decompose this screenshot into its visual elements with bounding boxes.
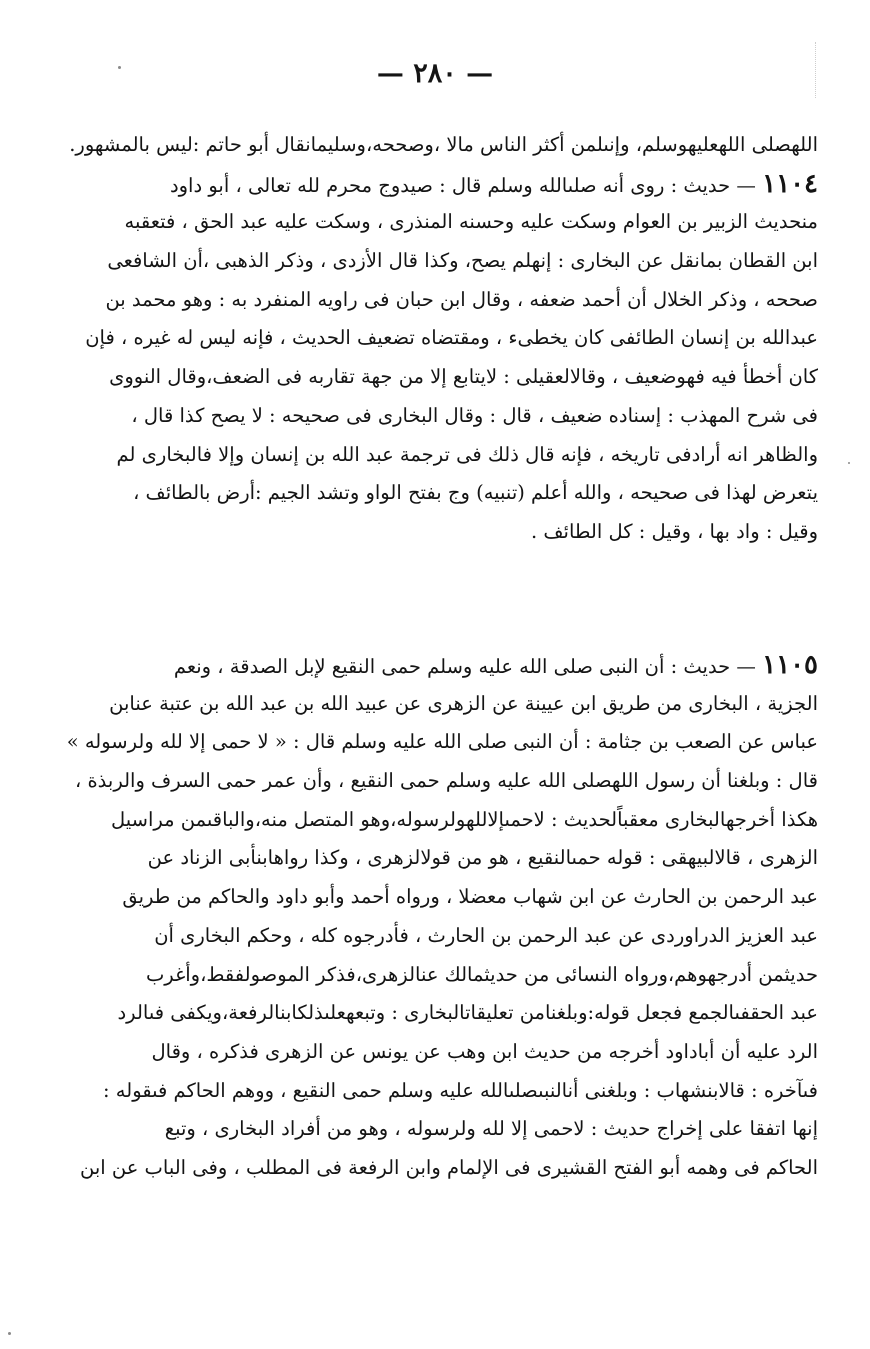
- text-line: منحديث الزبير بن العوام وسكت عليه وحسنه المنذرى ، وسكت عليه عبد الحق ، فتعقبه: [124, 210, 818, 234]
- hadith-entry-1104: [64, 126, 818, 552]
- text-line: عبد الحقفىالجمع فجعل قوله:وبلغنامن تعليقاتالبخارى : وتبعهعلىذلكابنالرفعة،ويكفى فىالرد: [117, 1001, 818, 1025]
- hadith-entry-1105: [64, 646, 818, 1188]
- text-line: الرد عليه أن أباداود أخرجه من حديث ابن وهب عن يونس عن الزهرى فذكره ، وقال: [151, 1039, 818, 1063]
- text-line: [64, 646, 818, 685]
- text-line: إنها اتفقا على إخراج حديث : لاحمى إلا لله ولرسوله ، وهو من أفراد البخارى ، وتبع: [164, 1117, 818, 1141]
- text-line: [64, 165, 818, 204]
- text-line: الزهرى ، قالالبيهقى : قوله حمىالنقيع ، هو من قولالزهرى ، وكذا رواهابنأبى الزناد عن: [147, 846, 818, 870]
- entry-dash: —: [730, 655, 763, 678]
- text-line: هكذا أخرجهالبخارى معقباًلحديث : لاحمىإلاللهولرسوله،وهو المتصل منه،والباقىمن مراسيل: [110, 807, 818, 831]
- entry-dash: —: [730, 173, 763, 197]
- text-line: وقيل : واد بها ، وقيل : كل الطائف .: [530, 519, 818, 543]
- text-line: عبد الرحمن بن الحارث عن ابن شهاب معضلا ، ورواه أحمد وأبو داود والحاكم من طريق: [122, 885, 818, 909]
- text-line: فىآخره : قالابنشهاب : وبلغنى أنالنبىصلىالله عليه وسلم حمى النقيع ، ووهم الحاكم فىقوله :: [103, 1078, 818, 1102]
- entry-number: ١١٠٥: [762, 650, 818, 680]
- text-line: عبدالله بن إنسان الطائفى كان يخطىء ، ومقتضاه تضعيف الحديث ، فإنه ليس له غيره ، فإن: [85, 326, 818, 350]
- text-line: قال : وبلغنا أن رسول اللهصلى الله عليه وسلم حمى النقيع ، وأن عمر حمى السرف والربذة ،: [74, 769, 818, 793]
- text-line-body: حديث : أن النبى صلى الله عليه وسلم حمى النقيع لإبل الصدقة ، ونعم: [173, 655, 731, 678]
- text-line: كان أخطأ فيه فهوضعيف ، وقالالعقيلى : لايتابع إلا من جهة تقاربه فى الضعف،وقال النووى: [109, 365, 818, 389]
- text-line: الجزية ، البخارى من طريق ابن عيينة عن الزهرى عن عبيد الله بن عبد الله بن عتبة عنابن: [109, 691, 818, 715]
- text-line: صححه ، وذكر الخلال أن أحمد ضعفه ، وقال ابن حبان فى راويه المنفرد به : وهو محمد بن: [105, 287, 818, 311]
- text-line: يتعرض لهذا فى صحيحه ، والله أعلم (تنبيه) وج بفتح الواو وتشد الجيم :أرض بالطائف ،: [133, 481, 818, 505]
- text-line: حديثمن أدرجهوهم،ورواه النسائى من حديثمالك عنالزهرى،فذكر الموصولفقط،وأغرب: [145, 962, 818, 986]
- text-line: عباس عن الصعب بن جثامة : أن النبى صلى الله عليه وسلم قال : « لا حمى إلا لله ولرسوله »: [66, 730, 818, 754]
- text-line: فى شرح المهذب : إسناده ضعيف ، قال : وقال البخارى فى صحيحه : لا يصح كذا قال ،: [131, 403, 818, 427]
- page-number: — ٢٨٠ —: [376, 58, 494, 89]
- ink-speck: [8, 1332, 11, 1335]
- text-line: عبد العزيز الدراوردى عن عبد الرحمن بن الحارث ، فأدرجوه كله ، وحكم البخارى أن: [154, 923, 818, 947]
- text-line: الحاكم فى وهمه أبو الفتح القشيرى فى الإلمام وابن الرفعة فى المطلب ، وفى الباب عن ابن: [79, 1155, 818, 1179]
- text-line-body: حديث : روى أنه صلىالله وسلم قال : صيدوج محرم لله تعالى ، أبو داود: [169, 173, 731, 197]
- text-line: والظاهر انه أرادفى تاريخه ، فإنه قال ذلك فى ترجمة عبد الله بن إنسان وإلا فالبخارى لم: [116, 442, 818, 466]
- entry-number: ١١٠٤: [762, 168, 818, 199]
- text-line: اللهصلى اللهعليهوسلم، وإنىلمن أكثر الناس مالا ،وصححه،وسليمانقال أبو حاتم :ليس بالمشهور.: [69, 133, 818, 156]
- ink-speck: [848, 462, 850, 464]
- text-line: ابن القطان بمانقل عن البخارى : إنهلم يصح، وكذا قال الأزدى ، وذكر الذهبى ،أن الشافعى: [107, 249, 818, 273]
